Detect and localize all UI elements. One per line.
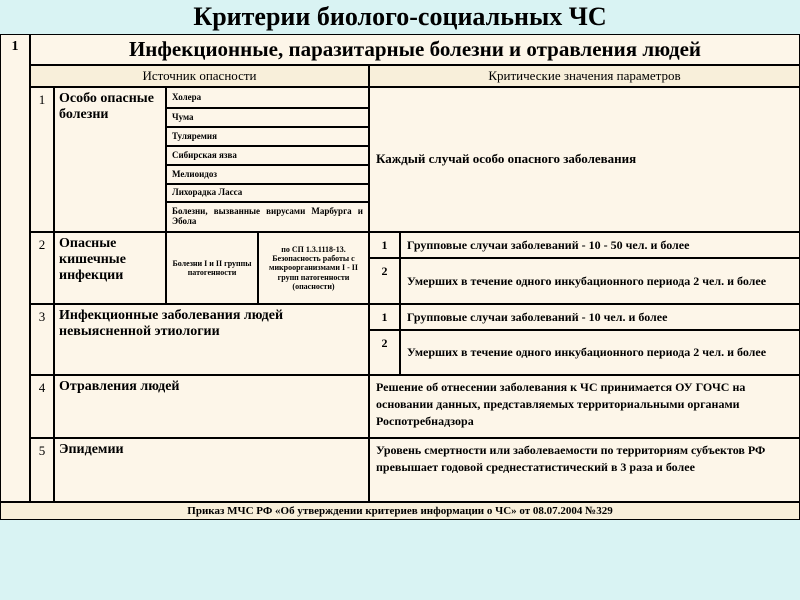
criterion-text: Уровень смертности или заболеваемости по территориям субъектов РФ превышает годовой среднестатистический в 3 раза и более	[369, 438, 800, 502]
column-header-source: Источник опасности	[30, 65, 369, 87]
disease-item: Болезни, вызванные вирусами Марбурга и Эбола	[166, 202, 369, 232]
row-category: Инфекционные заболевания людей невыясненной этиологии	[54, 304, 369, 375]
row-number: 2	[30, 232, 54, 304]
disease-item: Чума	[166, 108, 369, 127]
disease-item: Холера	[166, 87, 369, 108]
criterion-number: 2	[369, 330, 400, 375]
row-number: 4	[30, 375, 54, 438]
row-category: Эпидемии	[54, 438, 369, 502]
criterion-text: Групповые случаи заболеваний - 10 - 50 чел. и более	[400, 232, 800, 258]
pathogen-groups: Болезни I и II группы патогенности	[166, 232, 258, 304]
criterion-number: 1	[369, 304, 400, 330]
row-number: 1	[30, 87, 54, 232]
row-category: Опасные кишечные инфекции	[54, 232, 166, 304]
criterion-text: Каждый случай особо опасного заболевания	[369, 87, 800, 232]
page-title: Критерии биолого-социальных ЧС	[193, 2, 607, 31]
criterion-number: 1	[369, 232, 400, 258]
criterion-text: Умерших в течение одного инкубационного периода 2 чел. и более	[400, 330, 800, 375]
criterion-text: Групповые случаи заболеваний - 10 чел. и более	[400, 304, 800, 330]
disease-item: Туляремия	[166, 127, 369, 146]
section-heading: Инфекционные, паразитарные болезни и отравления людей	[30, 34, 800, 65]
disease-item: Лихорадка Ласса	[166, 184, 369, 202]
sanitary-rules: по СП 1.3.1118-13. Безопасность работы с микроорганизмами I - II групп патогенности (опасности)	[258, 232, 369, 304]
criterion-text: Решение об отнесении заболевания к ЧС принимается ОУ ГОЧС на основании данных, представляемых территориальными органами Роспотребнадзора	[369, 375, 800, 438]
disease-item: Сибирская язва	[166, 146, 369, 165]
row-category: Отравления людей	[54, 375, 369, 438]
row-number: 5	[30, 438, 54, 502]
disease-item: Мелиоидоз	[166, 165, 369, 184]
section-number: 1	[0, 34, 30, 502]
footer-source: Приказ МЧС РФ «Об утверждении критериев информации о ЧС» от 08.07.2004 №329	[0, 502, 800, 520]
column-header-criteria: Критические значения параметров	[369, 65, 800, 87]
criterion-text: Умерших в течение одного инкубационного периода 2 чел. и более	[400, 258, 800, 304]
row-number: 3	[30, 304, 54, 375]
criterion-number: 2	[369, 258, 400, 304]
row-category: Особо опасные болезни	[54, 87, 166, 232]
